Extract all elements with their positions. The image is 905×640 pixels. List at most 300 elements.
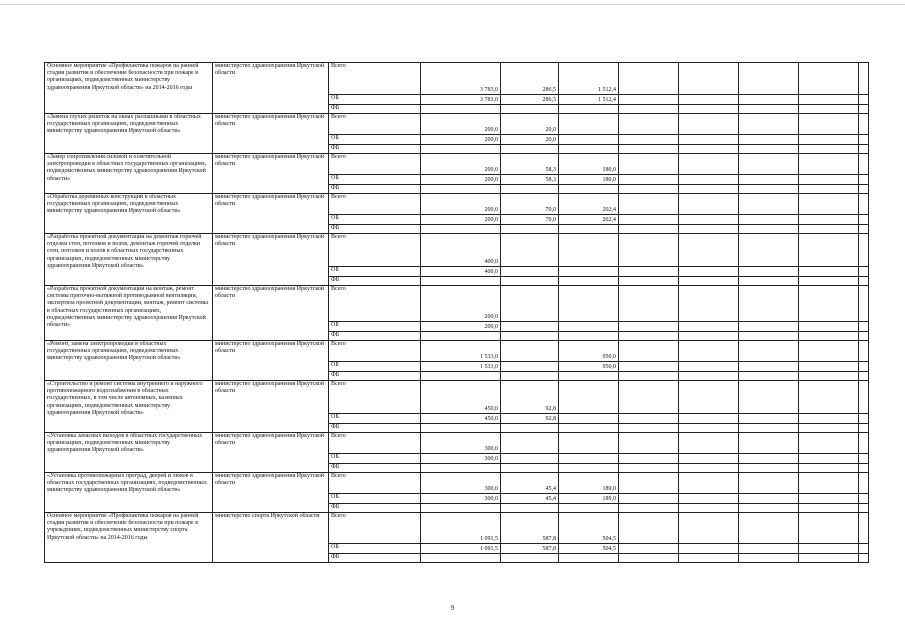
empty-cell (679, 135, 739, 145)
empty-cell (739, 145, 799, 154)
value-cell: 950,0 (559, 341, 619, 362)
empty-cell (859, 473, 869, 494)
value-cell (559, 286, 619, 322)
value-cell (559, 185, 619, 194)
value-cell: 300,0 (421, 454, 501, 464)
empty-cell (799, 454, 859, 464)
empty-cell (679, 154, 739, 175)
value-cell (501, 433, 559, 454)
value-cell: 1 091,5 (421, 544, 501, 554)
value-cell: 300,0 (421, 433, 501, 454)
empty-cell (739, 154, 799, 175)
empty-cell (619, 414, 679, 424)
value-cell (501, 424, 559, 433)
source-label-cell: ФБ (329, 504, 421, 513)
value-cell (559, 381, 619, 414)
executor-cell: министерство здравоохранения Иркутской области (213, 286, 329, 341)
value-cell (559, 424, 619, 433)
source-label-cell: Всего (329, 341, 421, 362)
source-label-cell: ОБ (329, 267, 421, 277)
empty-cell (679, 63, 739, 95)
value-cell (559, 114, 619, 135)
empty-cell (739, 372, 799, 381)
empty-cell (859, 554, 869, 563)
value-cell: 45,4 (501, 473, 559, 494)
empty-cell (679, 464, 739, 473)
value-cell (501, 277, 559, 286)
empty-cell (679, 494, 739, 504)
value-cell (501, 341, 559, 362)
empty-cell (679, 473, 739, 494)
empty-cell (799, 362, 859, 372)
source-label-cell: Всего (329, 63, 421, 95)
empty-cell (799, 63, 859, 95)
empty-cell (799, 105, 859, 114)
table-row (45, 63, 869, 95)
value-cell (559, 105, 619, 114)
value-cell (501, 267, 559, 277)
empty-cell (619, 63, 679, 95)
value-cell (501, 185, 559, 194)
empty-cell (619, 105, 679, 114)
empty-cell (619, 332, 679, 341)
table-row (45, 381, 869, 414)
empty-cell (679, 414, 739, 424)
empty-cell (859, 464, 869, 473)
empty-cell (739, 473, 799, 494)
empty-cell (799, 473, 859, 494)
source-label-cell: ФБ (329, 145, 421, 154)
empty-cell (739, 513, 799, 544)
empty-cell (859, 277, 869, 286)
empty-cell (619, 175, 679, 185)
empty-cell (859, 433, 869, 454)
empty-cell (739, 63, 799, 95)
value-cell: 587,8 (501, 544, 559, 554)
value-cell (559, 414, 619, 424)
empty-cell (859, 372, 869, 381)
empty-cell (859, 504, 869, 513)
empty-cell (799, 332, 859, 341)
source-label-cell: Всего (329, 286, 421, 322)
value-cell: 400,0 (421, 234, 501, 267)
empty-cell (619, 225, 679, 234)
empty-cell (739, 277, 799, 286)
value-cell: 450,0 (421, 414, 501, 424)
empty-cell (799, 464, 859, 473)
empty-cell (739, 424, 799, 433)
measure-name-cell: «Замер сопротивления силовой и осветительной электропроводки в областных государственных организациях, подведомственных министерству здравоохранения Иркутской области» (45, 154, 213, 194)
empty-cell (619, 341, 679, 362)
empty-cell (739, 544, 799, 554)
empty-cell (679, 267, 739, 277)
empty-cell (739, 494, 799, 504)
empty-cell (799, 225, 859, 234)
value-cell (501, 372, 559, 381)
empty-cell (619, 372, 679, 381)
value-cell (559, 554, 619, 563)
value-cell: 58,3 (501, 175, 559, 185)
measure-name-cell: Основное мероприятие «Профилактика пожаров на ранней стадии развития и обеспечение безопасности при пожаре в организациях, подведомственных министерству здравоохранения Иркутской области» на 2014-2016 годы (45, 63, 213, 114)
measure-name-cell: «Установка запасных выходов в областных государственных организациях, подведомственных министерству здравоохранения Иркутской области» (45, 433, 213, 473)
empty-cell (859, 341, 869, 362)
empty-cell (799, 494, 859, 504)
empty-cell (859, 225, 869, 234)
value-cell (559, 225, 619, 234)
empty-cell (679, 433, 739, 454)
source-label-cell: ФБ (329, 185, 421, 194)
empty-cell (859, 381, 869, 414)
value-cell (421, 504, 501, 513)
source-label-cell: ОБ (329, 454, 421, 464)
empty-cell (619, 215, 679, 225)
empty-cell (679, 504, 739, 513)
measure-name-cell: «Установка противопожарных преград, дверей и люков в областных государственных организациях, подведомственных министерству здравоохранения Иркутской области» (45, 473, 213, 513)
source-label-cell: ФБ (329, 225, 421, 234)
value-cell: 1 512,4 (559, 95, 619, 105)
measure-name-cell: «Разработка проектной документации на монтаж, ремонт системы приточно-вытяжной противодымной вентиляции, экспертиза проектной документации, монтаж, ремонт системы в областных государственных организациях, подведомственных министерству здравоохранения Иркутской области» (45, 286, 213, 341)
empty-cell (799, 433, 859, 454)
value-cell (559, 267, 619, 277)
value-cell: 200,0 (421, 135, 501, 145)
value-cell (559, 464, 619, 473)
source-label-cell: ОБ (329, 135, 421, 145)
empty-cell (799, 513, 859, 544)
empty-cell (859, 332, 869, 341)
empty-cell (859, 414, 869, 424)
value-cell: 1 533,0 (421, 341, 501, 362)
source-label-cell: ФБ (329, 372, 421, 381)
empty-cell (679, 225, 739, 234)
empty-cell (799, 145, 859, 154)
source-label-cell: ОБ (329, 95, 421, 105)
empty-cell (679, 95, 739, 105)
empty-cell (739, 464, 799, 473)
empty-cell (859, 234, 869, 267)
value-cell (501, 234, 559, 267)
empty-cell (679, 286, 739, 322)
empty-cell (619, 135, 679, 145)
value-cell (421, 225, 501, 234)
source-label-cell: Всего (329, 513, 421, 544)
value-cell: 200,0 (421, 154, 501, 175)
page-number: 9 (450, 604, 455, 612)
empty-cell (859, 135, 869, 145)
empty-cell (739, 105, 799, 114)
empty-cell (859, 154, 869, 175)
source-label-cell: ОБ (329, 175, 421, 185)
empty-cell (859, 454, 869, 464)
empty-cell (619, 464, 679, 473)
source-label-cell: ФБ (329, 424, 421, 433)
table-row (45, 473, 869, 494)
value-cell (501, 464, 559, 473)
value-cell: 504,5 (559, 544, 619, 554)
empty-cell (679, 341, 739, 362)
value-cell: 202,4 (559, 215, 619, 225)
source-label-cell: ФБ (329, 105, 421, 114)
empty-cell (799, 424, 859, 433)
empty-cell (619, 424, 679, 433)
empty-cell (799, 504, 859, 513)
value-cell: 200,0 (421, 215, 501, 225)
value-cell (559, 504, 619, 513)
empty-cell (619, 194, 679, 215)
value-cell: 45,4 (501, 494, 559, 504)
measure-name-cell: «Строительство и ремонт системы внутреннего и наружного противопожарного водоснабжения в областных государственных, в том числе автономных, казенных организациях, подведомственных министерству здравоохранения Иркутской области» (45, 381, 213, 433)
empty-cell (859, 362, 869, 372)
empty-cell (679, 424, 739, 433)
empty-cell (739, 454, 799, 464)
measure-name-cell: «Обработка деревянных конструкций в областных государственных организациях, подведомственных министерству здравоохранения Иркутской области» (45, 194, 213, 234)
value-cell (559, 234, 619, 267)
empty-cell (799, 414, 859, 424)
empty-cell (799, 381, 859, 414)
value-cell: 286,5 (501, 95, 559, 105)
value-cell: 1 091,5 (421, 513, 501, 544)
source-label-cell: Всего (329, 381, 421, 414)
empty-cell (619, 234, 679, 267)
value-cell: 189,0 (559, 473, 619, 494)
empty-cell (799, 175, 859, 185)
source-label-cell: ФБ (329, 277, 421, 286)
source-label-cell: Всего (329, 154, 421, 175)
value-cell: 504,5 (559, 513, 619, 544)
empty-cell (739, 267, 799, 277)
value-cell: 3 783,0 (421, 63, 501, 95)
empty-cell (619, 114, 679, 135)
executor-cell: министерство здравоохранения Иркутской области (213, 194, 329, 234)
value-cell (421, 372, 501, 381)
empty-cell (799, 95, 859, 105)
empty-cell (679, 175, 739, 185)
empty-cell (739, 554, 799, 563)
table-row (45, 114, 869, 135)
value-cell (559, 135, 619, 145)
empty-cell (799, 114, 859, 135)
empty-cell (679, 114, 739, 135)
value-cell (501, 286, 559, 322)
source-label-cell: ФБ (329, 332, 421, 341)
empty-cell (859, 145, 869, 154)
value-cell: 200,0 (421, 194, 501, 215)
value-cell (501, 105, 559, 114)
empty-cell (799, 185, 859, 194)
table-row (45, 194, 869, 215)
empty-cell (799, 544, 859, 554)
empty-cell (859, 95, 869, 105)
source-label-cell: Всего (329, 194, 421, 215)
table-body (45, 63, 869, 563)
empty-cell (859, 513, 869, 544)
empty-cell (739, 362, 799, 372)
empty-cell (739, 185, 799, 194)
value-cell (501, 454, 559, 464)
value-cell: 20,0 (501, 114, 559, 135)
empty-cell (739, 504, 799, 513)
value-cell (421, 277, 501, 286)
empty-cell (799, 154, 859, 175)
source-label-cell: ОБ (329, 215, 421, 225)
value-cell: 400,0 (421, 267, 501, 277)
value-cell: 450,0 (421, 381, 501, 414)
value-cell (501, 145, 559, 154)
value-cell (501, 362, 559, 372)
value-cell (559, 433, 619, 454)
executor-cell: министерство здравоохранения Иркутской области (213, 341, 329, 381)
executor-cell: министерство здравоохранения Иркутской области (213, 234, 329, 286)
executor-cell: министерство здравоохранения Иркутской области (213, 154, 329, 194)
empty-cell (799, 215, 859, 225)
empty-cell (739, 322, 799, 332)
empty-cell (739, 414, 799, 424)
value-cell (421, 145, 501, 154)
empty-cell (739, 95, 799, 105)
value-cell (501, 332, 559, 341)
empty-cell (619, 433, 679, 454)
empty-cell (679, 215, 739, 225)
empty-cell (859, 544, 869, 554)
table-row (45, 234, 869, 267)
empty-cell (619, 554, 679, 563)
empty-cell (799, 341, 859, 362)
value-cell (559, 454, 619, 464)
value-cell: 202,4 (559, 194, 619, 215)
empty-cell (619, 286, 679, 322)
empty-cell (859, 194, 869, 215)
empty-cell (679, 513, 739, 544)
empty-cell (679, 381, 739, 414)
source-label-cell: ОБ (329, 544, 421, 554)
value-cell: 200,0 (421, 175, 501, 185)
value-cell (501, 322, 559, 332)
source-label-cell: Всего (329, 234, 421, 267)
empty-cell (739, 135, 799, 145)
measure-name-cell: Основное мероприятие «Профилактика пожаров на ранней стадии развития и обеспечение безопасности при пожаре в учреждениях, подведомственных министерству спорта Иркутской области» на 2014-2016 годы (45, 513, 213, 563)
empty-cell (859, 494, 869, 504)
value-cell (559, 277, 619, 286)
empty-cell (739, 381, 799, 414)
scan-edge-line (0, 4, 905, 5)
empty-cell (679, 234, 739, 267)
table-row (45, 154, 869, 175)
empty-cell (739, 433, 799, 454)
value-cell (559, 372, 619, 381)
value-cell: 1 512,4 (559, 63, 619, 95)
empty-cell (679, 145, 739, 154)
empty-cell (739, 175, 799, 185)
empty-cell (739, 194, 799, 215)
value-cell (421, 464, 501, 473)
value-cell (421, 105, 501, 114)
empty-cell (739, 234, 799, 267)
empty-cell (679, 105, 739, 114)
empty-cell (679, 185, 739, 194)
value-cell: 300,0 (421, 494, 501, 504)
empty-cell (679, 372, 739, 381)
empty-cell (739, 215, 799, 225)
executor-cell: министерство спорта Иркутской области (213, 513, 329, 563)
empty-cell (799, 234, 859, 267)
budget-table (44, 62, 869, 563)
value-cell: 3 783,0 (421, 95, 501, 105)
executor-cell: министерство здравоохранения Иркутской области (213, 63, 329, 114)
empty-cell (619, 145, 679, 154)
measure-name-cell: «Разработка проектной документации на демонтаж горючей отделки стен, потолков и полов, демонтаж горючей отделки стен, потолков и полов в областных государственных организациях, подведомственных министерству здравоохранения Иркутской области» (45, 234, 213, 286)
value-cell (559, 332, 619, 341)
empty-cell (619, 381, 679, 414)
value-cell (559, 322, 619, 332)
source-label-cell: ОБ (329, 414, 421, 424)
source-label-cell: ФБ (329, 554, 421, 563)
empty-cell (619, 454, 679, 464)
empty-cell (799, 322, 859, 332)
empty-cell (799, 267, 859, 277)
empty-cell (619, 473, 679, 494)
empty-cell (739, 286, 799, 322)
empty-cell (679, 362, 739, 372)
empty-cell (619, 277, 679, 286)
empty-cell (859, 286, 869, 322)
empty-cell (679, 194, 739, 215)
value-cell: 189,0 (559, 494, 619, 504)
empty-cell (859, 215, 869, 225)
empty-cell (859, 63, 869, 95)
table-row (45, 513, 869, 544)
empty-cell (619, 544, 679, 554)
source-label-cell: ОБ (329, 494, 421, 504)
empty-cell (619, 504, 679, 513)
table-row (45, 341, 869, 362)
empty-cell (619, 362, 679, 372)
executor-cell: министерство здравоохранения Иркутской области (213, 473, 329, 513)
value-cell: 286,5 (501, 63, 559, 95)
empty-cell (859, 114, 869, 135)
empty-cell (799, 194, 859, 215)
empty-cell (679, 332, 739, 341)
value-cell: 70,0 (501, 215, 559, 225)
value-cell: 180,0 (559, 154, 619, 175)
value-cell: 1 533,0 (421, 362, 501, 372)
empty-cell (619, 154, 679, 175)
value-cell (421, 554, 501, 563)
empty-cell (679, 277, 739, 286)
empty-cell (619, 322, 679, 332)
value-cell: 70,0 (501, 194, 559, 215)
empty-cell (619, 185, 679, 194)
empty-cell (859, 175, 869, 185)
source-label-cell: Всего (329, 473, 421, 494)
empty-cell (619, 513, 679, 544)
value-cell (421, 185, 501, 194)
empty-cell (859, 424, 869, 433)
empty-cell (739, 341, 799, 362)
empty-cell (799, 135, 859, 145)
empty-cell (739, 332, 799, 341)
empty-cell (859, 267, 869, 277)
executor-cell: министерство здравоохранения Иркутской области (213, 433, 329, 473)
measure-name-cell: «Замена глухих решеток на окнах распашными в областных государственных организациях, подведомственных министерству здравоохранения Иркутской области» (45, 114, 213, 154)
value-cell (559, 145, 619, 154)
source-label-cell: ФБ (329, 464, 421, 473)
value-cell: 200,0 (421, 114, 501, 135)
value-cell (421, 424, 501, 433)
empty-cell (799, 554, 859, 563)
empty-cell (859, 185, 869, 194)
empty-cell (859, 105, 869, 114)
value-cell: 300,0 (421, 473, 501, 494)
empty-cell (679, 322, 739, 332)
